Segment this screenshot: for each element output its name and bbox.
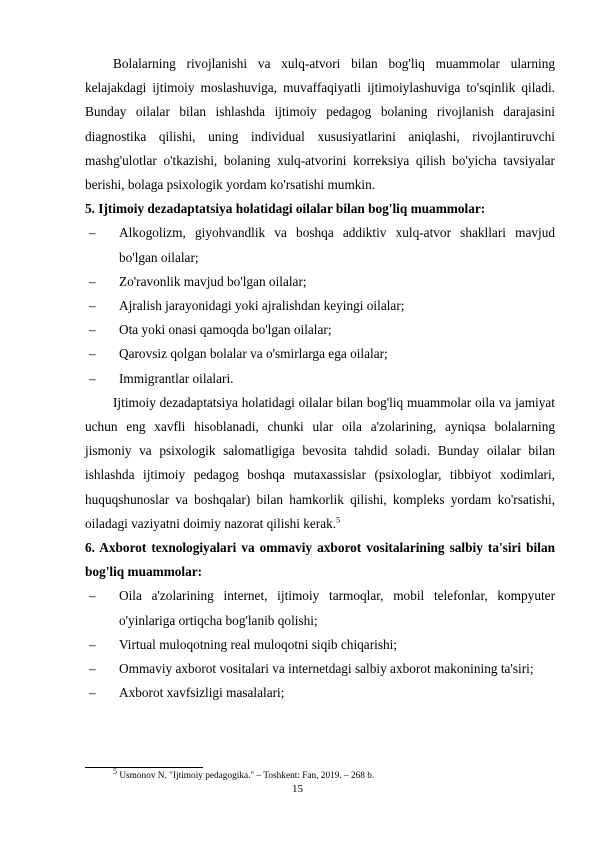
page-number: 15 (292, 783, 303, 795)
list-item: – Qarovsiz qolgan bolalar va o'smirlarga ega oilalar; (85, 342, 555, 366)
footnote-reference[interactable]: 5 (336, 515, 341, 525)
list-dash: – (89, 661, 96, 677)
footnote-divider (85, 767, 203, 768)
list-item: – Axborot xavfsizligi masalalari; (85, 681, 555, 705)
list-dash: – (89, 370, 96, 386)
list-dash: – (89, 298, 96, 314)
document-body (85, 52, 555, 705)
list-item: – Alkogolizm, giyohvandlik va boshqa addiktiv xulq-atvor shakllari mavjud bo'lgan oilalar; (85, 221, 555, 269)
section-6-heading: 6. Axborot texnologiyalari va ommaviy axborot vositalarining salbiy ta'siri bilan bog'liq muammolar: (85, 540, 555, 580)
list-dash: – (89, 273, 96, 289)
list-item: – Virtual muloqotning real muloqotni siqib chiqarishi; (85, 633, 555, 657)
footnote (113, 766, 375, 782)
list-item: – Immigrantlar oilalari. (85, 367, 555, 391)
footnote-text: Usmonov N. "Ijtimoiy pedagogika." – Toshkent: Fan, 2019. – 268 b. (119, 771, 375, 781)
list-item: – Zo'ravonlik mavjud bo'lgan oilalar; (85, 270, 555, 294)
section-5-paragraph: Ijtimoiy dezadaptatsiya holatidagi oilalar bilan bog'liq muammolar oila va jamiyat uchun eng xavfli hisoblanadi, chunki ular oila a'zolarining, ayniqsa bolalarning jismoniy va psixologik salomatligiga bevosita tahdid soladi. Bunday oilalar bilan ishlashda ijtimoiy pedagog boshqa mutaxassislar (psixologlar, tibbiyot xodimlari, huquqshunoslar va boshqalar) bilan hamkorlik qilishi, kompleks yordam ko'rsatishi, oiladagi vaziyatni doimiy nazorat qilishi kerak.$^5$ (85, 394, 555, 531)
list-item: – Ajralish jarayonidagi yoki ajralishdan keyingi oilalar; (85, 294, 555, 318)
list-item: – Oila a'zolarining internet, ijtimoiy tarmoqlar, mobil telefonlar, kompyuter o'yinlariga ortiqcha bog'lanib qolishi; (85, 584, 555, 632)
list-dash: – (89, 346, 96, 362)
list-item: – Ommaviy axborot vositalari va internetdagi salbiy axborot makonining ta'siri; (85, 657, 555, 681)
section-6-list (85, 584, 555, 705)
intro-paragraph: Bolalarning rivojlanishi va xulq-atvori bilan bog'liq muammolar ularning kelajakdagi ijtimoiy moslashuviga, muvaffaqiyatli ijtimoiylashuviga to'sqinlik qiladi. Bunday oilalar bilan ishlashda ijtimoiy pedagog bolaning rivojlanish darajasini diagnostika qilishi, uning individual xususiyatlarini aniqlashi, rivojlantiruvchi mashg'ulotlar o'tkazishi, bolaning xulq-atvorini korreksiya qilish bo'yicha tavsiyalar berishi, bolaga psixologik yordam ko'rsatishi mumkin. (85, 56, 555, 193)
section-5-list (85, 221, 555, 390)
list-dash: – (89, 225, 96, 241)
list-dash: – (89, 588, 96, 604)
section-5-heading: 5. Ijtimoiy dezadaptatsiya holatidagi oilalar bilan bog'liq muammolar: (85, 201, 486, 217)
list-dash: – (89, 685, 96, 701)
list-dash: – (89, 636, 96, 652)
list-dash: – (89, 322, 96, 338)
footnote-number: 5 (113, 766, 117, 776)
list-item: – Ota yoki onasi qamoqda bo'lgan oilalar; (85, 318, 555, 342)
